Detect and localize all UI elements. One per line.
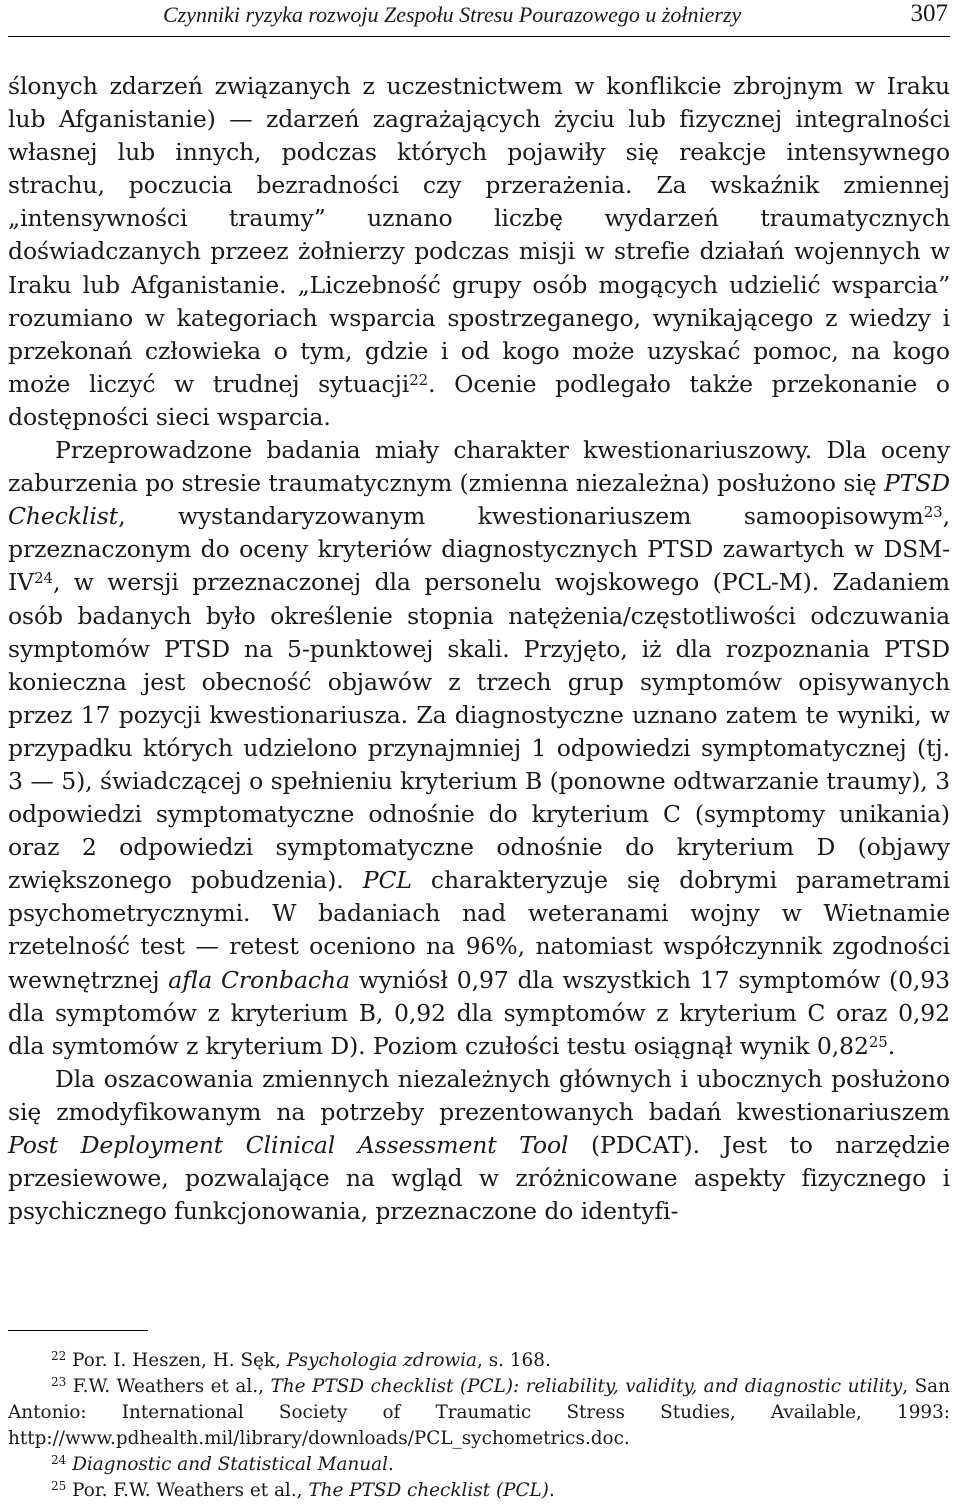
footnote-text: .: [548, 1480, 555, 1501]
footnote-number: 23: [51, 1375, 67, 1389]
footnote-text: .: [387, 1454, 394, 1475]
footnote-text: , s. 168.: [477, 1350, 551, 1371]
text-run: .: [887, 1031, 896, 1060]
italic-term: afla Cronbacha: [168, 965, 350, 994]
footnote-ref-25[interactable]: 25: [868, 1032, 888, 1051]
footnote-number: 25: [51, 1479, 67, 1493]
footnote-25: [8, 1478, 950, 1504]
footnote-text: .: [623, 1428, 630, 1449]
text-run: , wystandaryzowanym kwestionariuszem samoopisowym: [118, 502, 924, 531]
text-run: (PDCAT). Jest to narzędzie przesiewowe, pozwalające na wgląd w zróżnicowane aspekty fizycznego i psychicznego funkcjonowania, przeznaczone do identyfi-: [8, 1131, 950, 1226]
main-text: [8, 70, 950, 1228]
page-header: [8, 0, 950, 37]
footnote-title: The PTSD checklist (PCL): reliability, validity, and diagnostic utility: [270, 1376, 903, 1397]
text-run: ślonych zdarzeń związanych z uczestnictwem w konflikcie zbrojnym w Iraku lub Afganistanie) — zdarzeń zagrażających życiu lub fizycznej integralności własnej lub innych, podczas których pojawiły się reakcje intensywnego strachu, poczucia bezradności czy przerażenia. Za wskaźnik zmiennej „intensywności traumy” uznano liczbę wydarzeń traumatycznych doświadczanych przeez żołnierzy podczas misji w strefie działań wojennych w Iraku lub Afganistanie. „Liczebność grupy osób mogących udzielić wsparcia” rozumiano w kategoriach wsparcia spostrzeganego, wynikającego z wiedzy i przekonań człowieka o tym, gdzie i od kogo może uzyskać pomoc, na kogo może liczyć w trudnej sytuacji: [8, 72, 950, 398]
text-run: , przeznaczonym do oceny kryteriów diagnostycznych PTSD zawartych w DSM-IV: [8, 502, 950, 597]
footnote-text: F.W. Weathers et al.,: [66, 1376, 271, 1397]
footnote-text: Por. F.W. Weathers et al.,: [66, 1480, 309, 1501]
footnote-22: [8, 1348, 950, 1374]
footnote-23: [8, 1374, 950, 1452]
footnote-ref-24[interactable]: 24: [34, 569, 53, 588]
italic-term: PCL: [362, 866, 412, 895]
footnote-24: [8, 1452, 950, 1478]
footnotes: [8, 1348, 950, 1504]
footnote-number: 22: [51, 1349, 67, 1363]
paragraph-1: [8, 70, 950, 434]
text-run: , w wersji przeznaczonej dla personelu wojskowego (PCL-M). Zadaniem osób badanych było określenie stopnia natężenia/częstotliwości odczuwania symptomów PTSD na 5-punktowej skali. Przyjęto, iż dla rozpoznania PTSD konieczna jest obecność objawów z trzech grup symptomów opisywanych przez 17 pozycji kwestionariusza. Za diagnostyczne uznano zatem te wyniki, w przypadku których udzielono przynajmniej 1 odpowiedzi symptomatycznej (tj. 3 — 5), świadczącej o spełnieniu kryterium B (ponowne odtwarzanie traumy), 3 odpowiedzi symptomatyczne odnośnie do kryterium C (symptomy unikania) oraz 2 odpowiedzi symptomatyczne odnośnie do kryterium D (objawy zwiększonego pobudzenia).: [8, 568, 950, 895]
footnote-url-link[interactable]: http://www.pdhealth.mil/library/downloads/PCL_sychometrics.doc: [8, 1428, 624, 1449]
footnote-title: Diagnostic and Statistical Manual: [72, 1454, 388, 1475]
text-run: . Ocenie podlegało także przekonanie o dostępności sieci wsparcia.: [8, 369, 950, 431]
italic-term: PTSD Checklist: [8, 469, 950, 531]
paragraph-3: [8, 1063, 950, 1228]
text-run: Dla oszacowania zmiennych niezależnych głównych i ubocznych posłużono się zmodyfikowanym na potrzeby prezentowanych badań kwestionariuszem: [8, 1064, 950, 1126]
footnote-text: , San Antonio: International Society of Traumatic Stress Studies, Available, 1993:: [8, 1376, 950, 1423]
footnote-title: Psychologia zdrowia: [286, 1350, 478, 1371]
paragraph-2: [8, 434, 950, 1063]
footnote-ref-23[interactable]: 23: [923, 503, 943, 522]
italic-term: Post Deployment Clinical Assessment Tool: [8, 1131, 569, 1159]
text-run: charakteryzuje się dobrymi parametrami psychometrycznymi. W badaniach nad weteranami wojny w Wietnamie rzetelność test — retest oceniono na 96%, natomiast współczynnik zgodności wewnętrznej: [8, 866, 950, 994]
page-number: 307: [910, 0, 948, 27]
running-title: Czynniki ryzyka rozwoju Zespołu Stresu Pourazowego u żołnierzy: [163, 2, 742, 27]
text-run: wyniósł 0,97 dla wszystkich 17 symptomów (0,93 dla symptomów z kryterium B, 0,92 dla symptomów z kryterium C oraz 0,92 dla symtomów z kryterium D). Poziom czułości testu osiągnął wynik 0,82: [8, 965, 950, 1060]
text-run: Przeprowadzone badania miały charakter kwestionariuszowy. Dla oceny zaburzenia po stresie traumatycznym (zmienna niezależna) posłużono się: [8, 436, 950, 498]
footnote-title: The PTSD checklist (PCL): [308, 1480, 549, 1501]
footnote-separator: [8, 1330, 148, 1331]
footnote-text: Por. I. Heszen, H. Sęk,: [66, 1350, 287, 1371]
footnote-ref-22[interactable]: 22: [409, 370, 429, 389]
footnote-number: 24: [51, 1453, 67, 1467]
